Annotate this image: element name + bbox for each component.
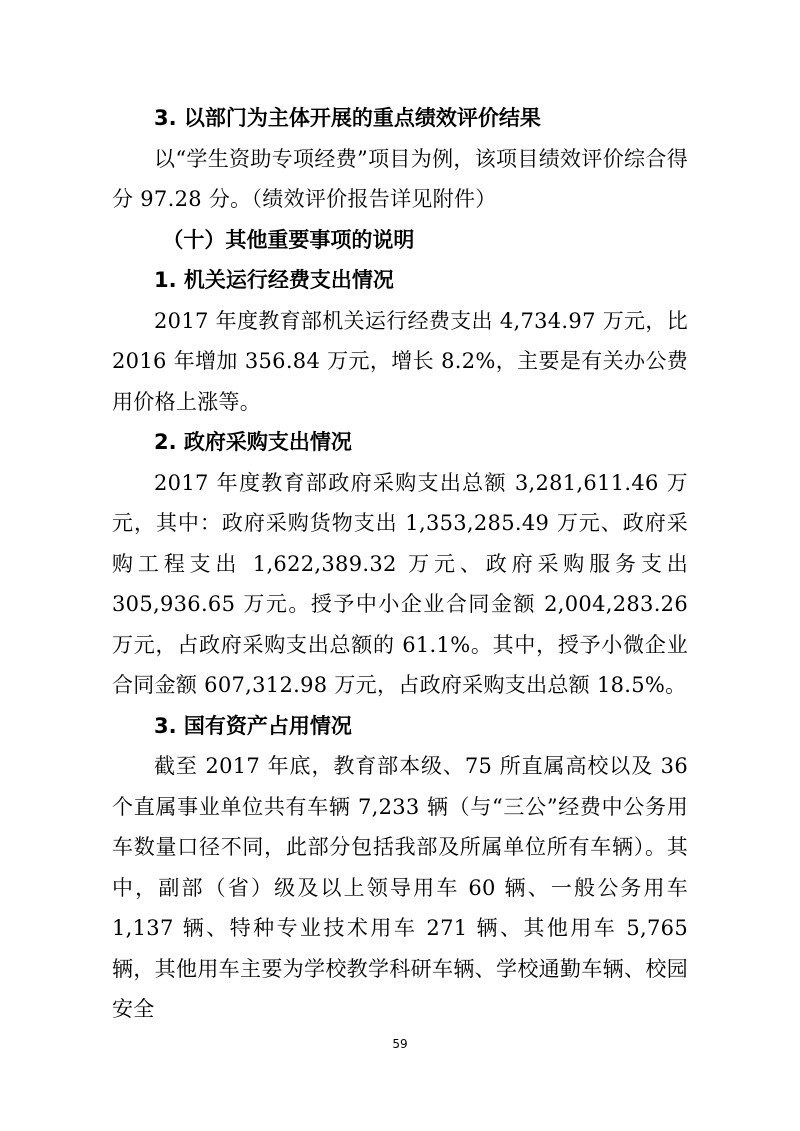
item-1-heading: 1. 机关运行经费支出情况	[154, 268, 394, 292]
item-3-heading: 3. 国有资产占用情况	[154, 713, 352, 738]
item-2-text: 2017 年度教育部政府采购支出总额 3,281,611.46 万元，其中：政府采购货物支出 1,353,285.49 万元、政府采购工程支出 1,622,389.32 万元、政府采购服务支出 305,936.65 万元。授予中小企业合同金额 2,004,283.26 万元，占政府采购支出总额的 61.1%。其中，授予小微企业合同金额 607,312.98 万元，占政府采购支出总额 18.5%。	[112, 470, 688, 697]
item-3-text: 截至 2017 年底，教育部本级、75 所直属高校以及 36 个直属事业单位共有车辆 7,233 辆（与“三公”经费中公务用车数量口径不同，此部分包括我部及所属单位所有车辆）。其中，副部（省）级及以上领导用车 60 辆、一般公务用车 1,137 辆、特种专业技术用车 271 辆、其他用车 5,765 辆，其他用车主要为学校教学科研车辆、学校通勤车辆、校园安全	[112, 754, 688, 1021]
page-number: 59	[392, 1037, 408, 1051]
section-10-heading: （十）其他重要事项的说明	[162, 227, 415, 252]
item-1-text: 2017 年度教育部机关运行经费支出 4,734.97 万元，比 2016 年增加 356.84 万元，增长 8.2%，主要是有关办公费用价格上涨等。	[112, 308, 688, 414]
section-3-heading: 3. 以部门为主体开展的重点绩效评价结果	[154, 106, 541, 130]
item-2-heading: 2. 政府采购支出情况	[154, 430, 352, 454]
document-body	[112, 98, 688, 1030]
section-3-text: 以“学生资助专项经费”项目为例，该项目绩效评价综合得分 97.28 分。（绩效评价报告详见附件）	[112, 146, 688, 211]
